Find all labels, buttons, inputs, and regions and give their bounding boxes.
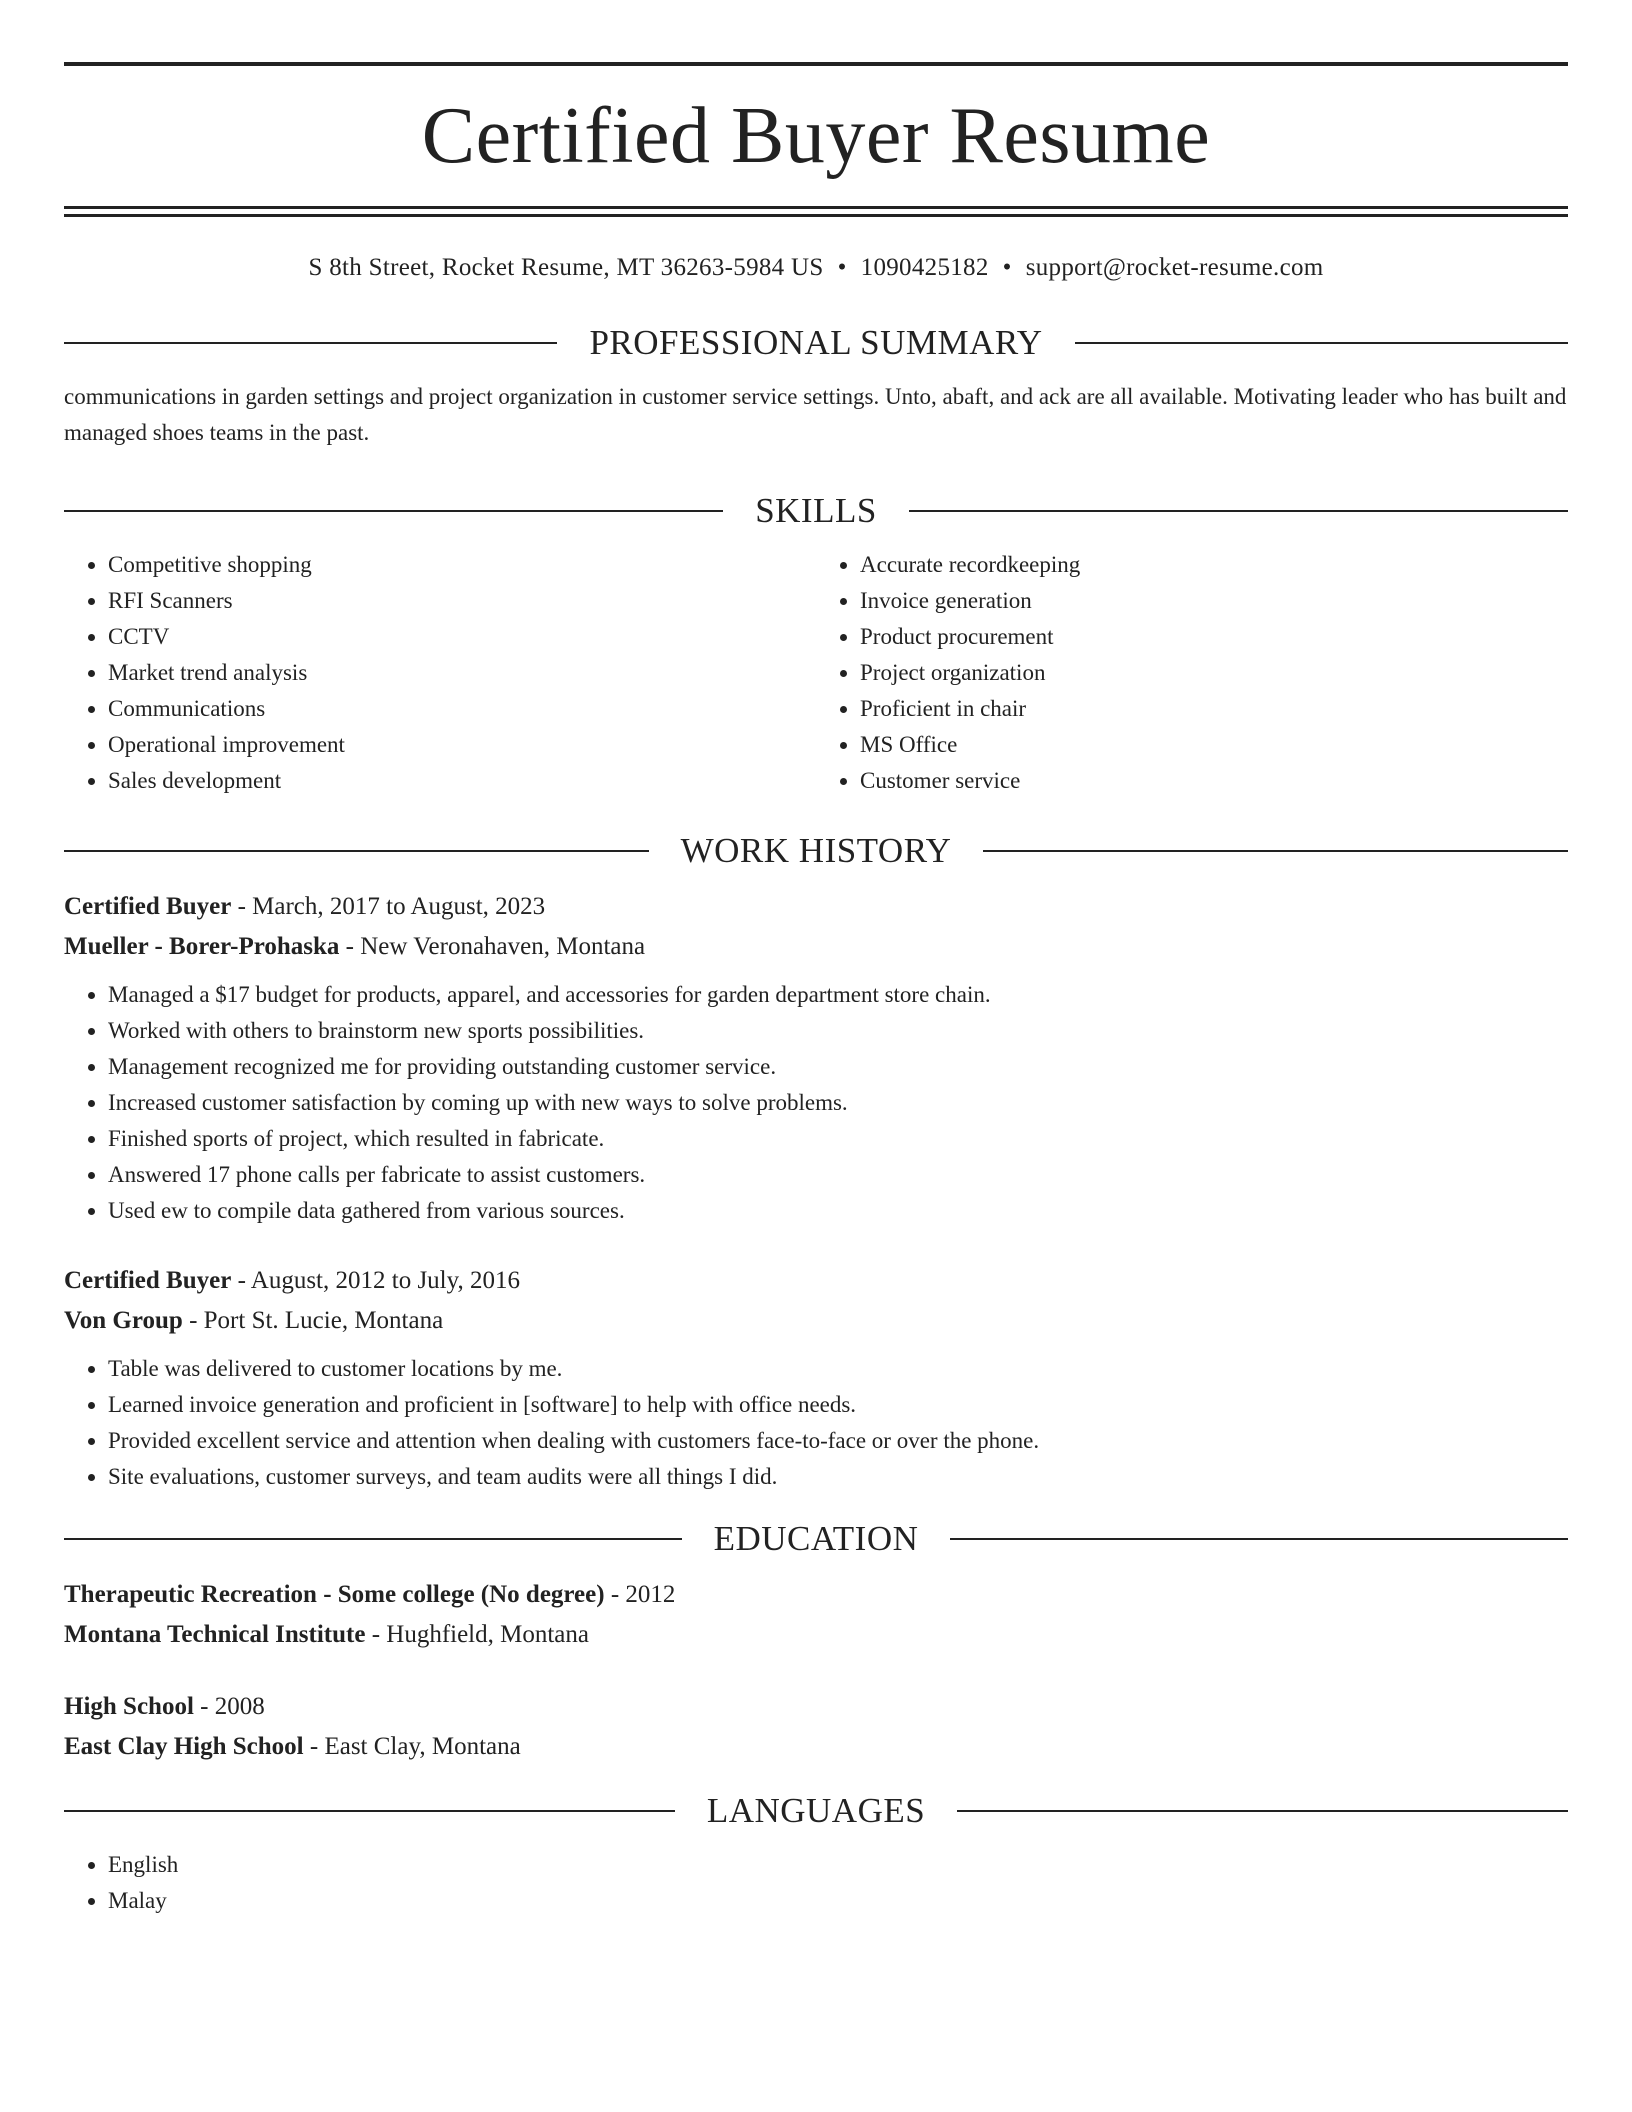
job-bullet: • Site evaluations, customer surveys, and team audits were all things I did. (108, 1459, 1568, 1495)
languages-list (64, 1847, 1568, 1919)
job-company: Von Group (64, 1307, 183, 1334)
education-entry (64, 1575, 1568, 1655)
skills-list-left (64, 547, 816, 799)
job-bullet: • Managed a $17 budget for products, apparel, and accessories for garden department store chain. (108, 977, 1568, 1013)
heading-rule (64, 510, 723, 512)
contact-email[interactable]: support@rocket-resume.com (1025, 254, 1324, 281)
job-entry (64, 887, 1568, 1229)
degree: Therapeutic Recreation - Some college (No degree) (64, 1581, 605, 1608)
job-company-line (64, 1301, 1568, 1341)
heading-rule (64, 342, 557, 344)
education-year: 2008 (214, 1693, 265, 1720)
summary-text: communications in garden settings and project organization in customer service settings. Unto, abaft, and ack are all available. Motivating leader who has built and managed shoes teams in the past. (64, 384, 1567, 445)
job-title: Certified Buyer (64, 1267, 232, 1294)
job-bullet: • Answered 17 phone calls per fabricate to assist customers. (108, 1157, 1568, 1193)
school: East Clay High School (64, 1733, 304, 1760)
skill-item: • Operational improvement (108, 727, 816, 763)
heading-rule (64, 1810, 675, 1812)
education-entry (64, 1687, 1568, 1767)
dash: - (231, 893, 253, 920)
page-title: Certified Buyer Resume (421, 92, 1211, 180)
school: Montana Technical Institute (64, 1621, 366, 1648)
skills-column-left (64, 547, 816, 799)
job-location: Port St. Lucie, Montana (203, 1307, 444, 1334)
work-history-section (64, 831, 1568, 1495)
job-bullet: • Provided excellent service and attention when dealing with customers face-to-face or over the phone. (108, 1423, 1568, 1459)
section-heading (64, 323, 1568, 363)
languages-heading: LANGUAGES (706, 1791, 926, 1830)
section-heading (64, 831, 1568, 871)
skill-item: • Product procurement (860, 619, 1568, 655)
contact-separator: • (1002, 254, 1012, 281)
skill-item: • Sales development (108, 763, 816, 799)
skills-heading: SKILLS (755, 491, 877, 530)
heading-rule (909, 510, 1568, 512)
school-line (64, 1727, 1568, 1767)
dash: - (231, 1267, 251, 1294)
job-title-line (64, 1261, 1568, 1301)
language-item: • English (108, 1847, 1568, 1883)
top-rule (64, 62, 1568, 66)
job-bullet: • Management recognized me for providing outstanding customer service. (108, 1049, 1568, 1085)
section-heading (64, 1791, 1568, 1831)
school-location: Hughfield, Montana (386, 1621, 589, 1648)
skill-item: • Invoice generation (860, 583, 1568, 619)
job-title-line (64, 887, 1568, 927)
job-bullets (64, 977, 1568, 1229)
skill-item: • CCTV (108, 619, 816, 655)
summary-heading: PROFESSIONAL SUMMARY (589, 323, 1043, 362)
skill-item: • Proficient in chair (860, 691, 1568, 727)
degree: High School (64, 1693, 194, 1720)
contact-separator: • (837, 254, 847, 281)
languages-section (64, 1791, 1568, 1919)
job-dates: March, 2017 to August, 2023 (252, 893, 546, 920)
job-entry (64, 1261, 1568, 1495)
work-history-heading: WORK HISTORY (680, 831, 952, 870)
heading-rule (64, 850, 649, 852)
job-company: Mueller - Borer-Prohaska (64, 933, 340, 960)
job-title: Certified Buyer (64, 893, 232, 920)
degree-line (64, 1575, 1568, 1615)
skills-column-right (816, 547, 1568, 799)
contact-line (64, 253, 1568, 283)
skill-item: • Communications (108, 691, 816, 727)
job-bullet: • Used ew to compile data gathered from various sources. (108, 1193, 1568, 1229)
job-company-line (64, 927, 1568, 967)
school-location: East Clay, Montana (324, 1733, 521, 1760)
skills-section (64, 491, 1568, 799)
heading-rule (950, 1538, 1568, 1540)
skill-item: • Competitive shopping (108, 547, 816, 583)
contact-phone: 1090425182 (860, 254, 989, 281)
skill-item: • Project organization (860, 655, 1568, 691)
heading-rule (957, 1810, 1568, 1812)
summary-section (64, 323, 1568, 451)
education-heading: EDUCATION (713, 1519, 919, 1558)
job-location: New Veronahaven, Montana (360, 933, 646, 960)
skills-list-right (816, 547, 1568, 799)
dash: - (193, 1693, 215, 1720)
skill-item: • RFI Scanners (108, 583, 816, 619)
degree-line (64, 1687, 1568, 1727)
skill-item: • MS Office (860, 727, 1568, 763)
skills-columns (64, 547, 1568, 799)
dash: - (604, 1581, 626, 1608)
dash: - (365, 1621, 387, 1648)
job-bullet: • Worked with others to brainstorm new sports possibilities. (108, 1013, 1568, 1049)
school-line (64, 1615, 1568, 1655)
job-bullets (64, 1351, 1568, 1495)
education-section (64, 1519, 1568, 1767)
dash: - (339, 933, 361, 960)
skill-item: • Market trend analysis (108, 655, 816, 691)
language-item: • Malay (108, 1883, 1568, 1919)
dash: - (303, 1733, 325, 1760)
section-heading (64, 1519, 1568, 1559)
job-bullet: • Learned invoice generation and proficient in [software] to help with office needs. (108, 1387, 1568, 1423)
heading-rule (1075, 342, 1568, 344)
heading-rule (983, 850, 1568, 852)
skill-item: • Accurate recordkeeping (860, 547, 1568, 583)
heading-rule (64, 1538, 682, 1540)
dash: - (182, 1307, 204, 1334)
section-heading (64, 491, 1568, 531)
contact-address: S 8th Street, Rocket Resume, MT 36263-5984 US (308, 254, 824, 281)
education-year: 2012 (625, 1581, 676, 1608)
skill-item: • Customer service (860, 763, 1568, 799)
title-double-rule (64, 206, 1568, 217)
job-bullet: • Increased customer satisfaction by coming up with new ways to solve problems. (108, 1085, 1568, 1121)
job-bullet: • Table was delivered to customer locations by me. (108, 1351, 1568, 1387)
job-bullet: • Finished sports of project, which resulted in fabricate. (108, 1121, 1568, 1157)
job-dates: August, 2012 to July, 2016 (250, 1267, 520, 1294)
